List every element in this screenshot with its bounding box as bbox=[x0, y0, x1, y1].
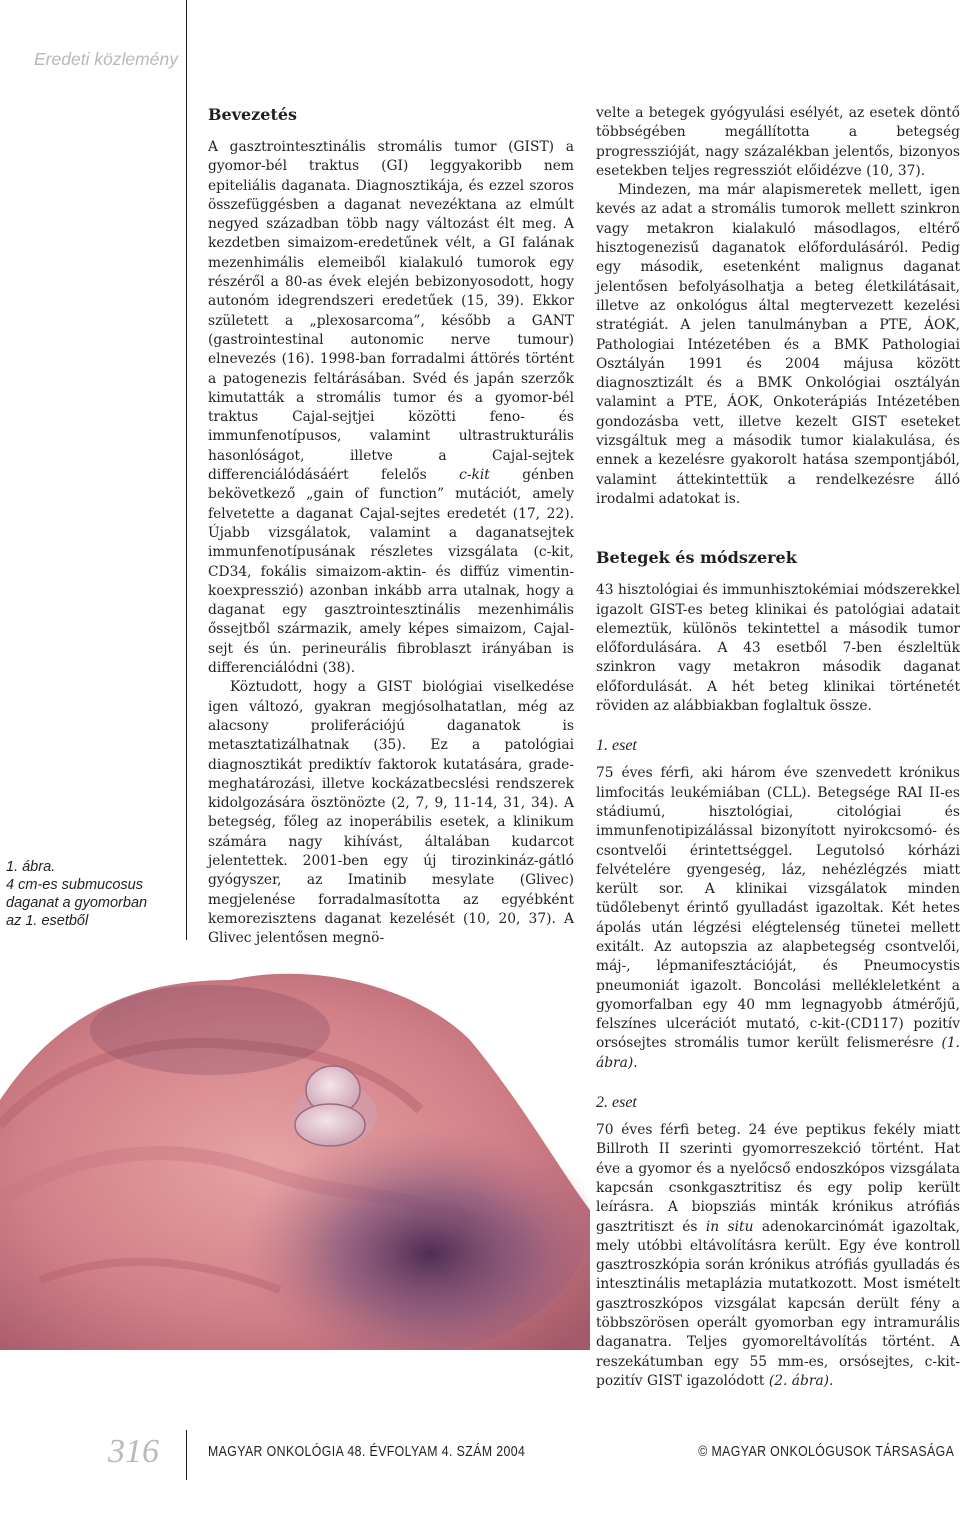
caption-line: 4 cm-es submucosus bbox=[6, 877, 143, 893]
paragraph-text: A gasztrointesztinális stromális tumor (GIST) a gyomor-bél traktus (GI) leggyakoribb nem epiteliális daganata. Diagnosztikája, és ezzel szoros összefüggésben a daganat nevezéktana az elmúlt negyed században több nagy változást élt meg. A kezdetben simaizom-eredetűnek vélt, a GI falának mezenhimális elemeiből kialakuló tumorok egy részéről a 80-as évek elején bebizonyosodott, hogy autonóm idegrendszeri eredetűek (15, 39). Ekkor született a „plexosarcoma”, később a GANT (gastrointestinal autonomic nerve tumour) elnevezés (16). 1998-ban forradalmi áttörés történt a patogenezis feltárásában. Svéd és japán szerzők kimutatták a stromális tumor és a gyomor-bél traktus Cajal-sejtjei közötti feno- és immunfenotípusos, valamint ultrastrukturális hasonlóságot, illetve a Cajal-sejtek differenciálódásáért felelős bbox=[208, 139, 574, 484]
page-number: 316 bbox=[108, 1433, 159, 1470]
copyright-notice: © MAGYAR ONKOLÓGUSOK TÁRSASÁGA bbox=[697, 1443, 954, 1460]
figure-reference: (2. ábra). bbox=[768, 1372, 834, 1389]
paragraph: 43 hisztológiai és immunhisztokémiai módszerekkel igazolt GIST-es beteg klinikai és patológiai adatait elemeztük, különös tekintettel a második tumor előfordulására. A 43 esetből 7-ben észleltük szinkron vagy metakron második daganat előfordulását. A hét beteg klinikai történetét röviden az alábbiakban foglaltuk össze. bbox=[596, 582, 960, 715]
section-heading-introduction: Bevezetés bbox=[208, 105, 298, 124]
paragraph-text: 70 éves férfi beteg. 24 éve peptikus fekély miatt Billroth II szerinti gyomorreszekció történt. Hat éve a gyomor és a nyelőcső endoszkópos vizsgálata kapcsán csonkgasztritisz és egy polip került leírásra. A biopsziás minták krónikus atrófiás gasztritiszt és bbox=[596, 1122, 960, 1235]
paragraph-text: génben bekövetkező „gain of function” mutációt, amely felvetette a daganat Cajal-sejtes eredetét (17, 22). Újabb vizsgálatok, valamint a daganatsejtek immunfenotípusának részletes vizsgálata (c-kit, CD34, fokális simaizom-aktin- és diffúz vimentin-koexpresszió) azonban inkább arra utalnak, hogy a daganat egy gasztrointesztinális mezenhimális őssejtből származik, amely képes simaizom, Cajal-sejt és ún. perineurális fibroblaszt irányában is differenciálódni (38). bbox=[208, 467, 574, 677]
footer-divider bbox=[186, 1430, 187, 1480]
paragraph-text: adenokarcinómát igazoltak, mely utóbbi eltávolításra került. Egy éve kontroll gasztroszkópia során krónikus atrófiás gyulladás és intesztinális metaplázia mutatkozott. Most ismételt gasztroszkópos vizsgálat kapcsán derült fény a többszörösen operált gyomorban egy intramurális daganatra. Teljes gyomoreltávolítás történt. A reszekátumban egy 55 mm-es, orsósejtes, c-kit-pozitív GIST igazolódott bbox=[596, 1218, 960, 1389]
caption-line: 1. ábra. bbox=[6, 859, 56, 875]
case-1-title: 1. eset bbox=[596, 737, 637, 755]
column-divider bbox=[186, 0, 187, 940]
case-1-text bbox=[596, 764, 960, 1073]
section-label: Eredeti közlemény bbox=[34, 49, 178, 69]
case-2-title: 2. eset bbox=[596, 1094, 637, 1112]
paragraph: Mindezen, ma már alapismeretek mellett, igen kevés az adat a stromális tumorok mellett szinkron vagy metakron kialakuló másodlagos, eltérő hisztogenezisű daganatok előfordulásáról. Pedig egy második, esetenként malignus daganat jelentősen befolyásolhatja a beteg életkilátásait, illetve az onkológus által megtervezett kezelési stratégiát. A jelen tanulmányban a PTE, ÁOK, Pathologiai Intézetében és a BMK Pathologiai Osztályán 1991 és 2004 májusa között diagnosztizált és a BMK Onkológiai osztályán valamint a PTE, ÁOK, Onkoterápiás Intézetében gondozásba vett, illetve kezelt GIST eseteket vizsgáltuk meg a második tumor kialakulása, és ennek a kezelésre gyakorolt hatása szempontjából, valamint áttekintettük a rendelkezésre álló irodalmi adatokat is. bbox=[596, 182, 960, 507]
paragraph-text: 75 éves férfi, aki három éve szenvedett krónikus limfocitás leukémiában (CLL). Betegsége RAI II-es stádiumú, hisztológiai, citológiai és immunfenotipizálással bizonyított nyirokcsomó- és csontvelői érintettséggel. Legutolsó kórházi felvételére gyengeség, láz, nehézlégzés miatt került sor. A klinikai vizsgálatok minden tüdőlebenyt érintő gyulladást igazoltak. Két hetes ápolás után légzési elégtelenség tünetei mellett exitált. Az autopszia az alapbetegség csontvelői, máj-, lépmanifesztációját, és Pneumocystis pneumoniát igazolt. Boncolási mellékleletként a gyomorfalban egy 40 mm legnagyobb átmérőjű, felszínes ulcerációt mutató, c-kit-(CD117) pozitív orsósejtes stromális tumor került felismerésre bbox=[596, 765, 960, 1052]
left-column bbox=[208, 104, 574, 948]
figure-caption bbox=[6, 858, 181, 930]
figure-reference: (1. ábra). bbox=[596, 1035, 960, 1071]
caption-line: daganat a gyomorban bbox=[6, 895, 148, 911]
case-2-text bbox=[596, 1121, 960, 1391]
caption-line: az 1. esetből bbox=[6, 913, 89, 929]
gene-name: c-kit bbox=[459, 467, 490, 484]
paragraph: Köztudott, hogy a GIST biológiai viselkedése igen változó, gyakran megjósolhatatlan, még az alacsony proliferációjú daganatok is metasztatizálhatnak (35). Ez a patológiai diagnosztikát prediktív faktorok kutatására, grade-meghatározási, illetve kockázatbecslési rendszerek kidolgozására ösztönözte (2, 7, 9, 11-14, 31, 34). A betegség, főleg az inoperábilis esetek, a klinikum számára nagy kihívást, általában kudarcot jelentettek. 2001-ben egy új tirozinkináz-gátló gyógyszer, az Imatinib mesylate (Glivec) megjelenése forradalmasította az egyébként kemorezisztens daganat kezelését (10, 20, 37). A Glivec jelentősen megnö- bbox=[208, 679, 574, 947]
italic-term: in situ bbox=[705, 1218, 754, 1235]
paragraph bbox=[208, 138, 574, 678]
paragraph: velte a betegek gyógyulási esélyét, az esetek döntő többségében megállította a betegség progresszióját, nagy százalékban jelentős, bizonyos esetekben teljes regressziót előidézve (10, 37). bbox=[596, 105, 960, 179]
stomach-tumor-photo bbox=[0, 950, 590, 1350]
section-heading-methods: Betegek és módszerek bbox=[596, 548, 797, 568]
journal-title: MAGYAR ONKOLÓGIA 48. ÉVFOLYAM 4. SZÁM 2004 bbox=[208, 1443, 526, 1460]
figure-1-photo bbox=[0, 950, 590, 1350]
right-column bbox=[596, 104, 960, 1391]
